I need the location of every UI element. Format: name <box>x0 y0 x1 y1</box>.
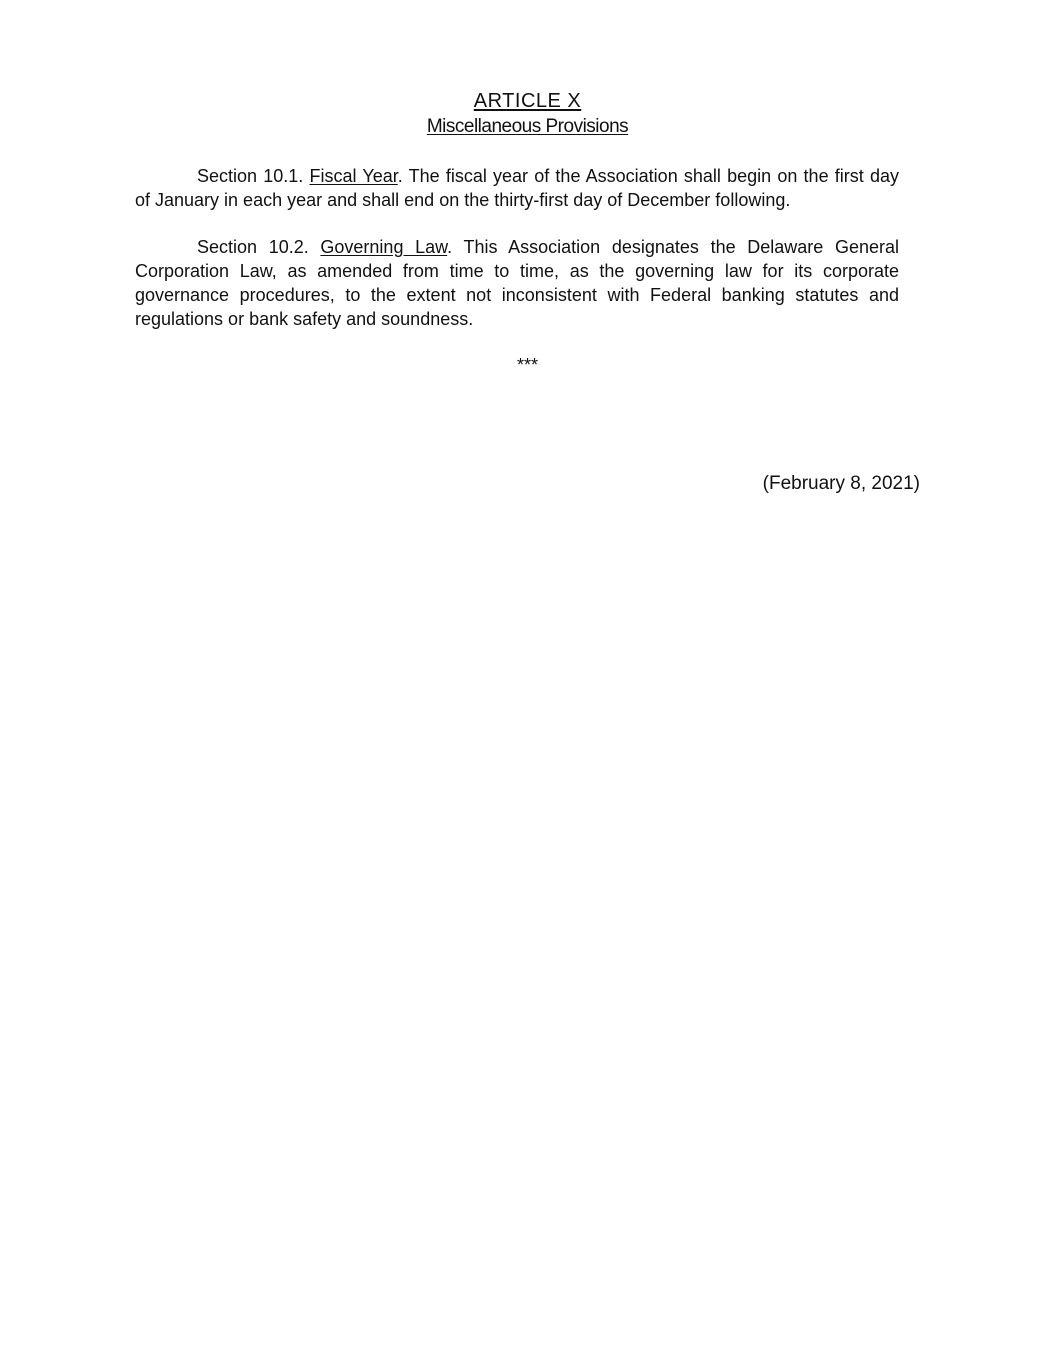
section-number: Section 10.2. <box>197 237 309 257</box>
section-heading: Fiscal Year <box>309 166 398 186</box>
section-10-2-paragraph <box>135 235 899 331</box>
article-title: ARTICLE X <box>473 90 582 112</box>
document-date: (February 8, 2021) <box>762 473 920 494</box>
section-heading: Governing Law <box>320 237 448 257</box>
section-number: Section 10.1. <box>197 166 304 186</box>
separator: *** <box>516 355 538 375</box>
section-text: . This Association designates the Delaware General Corporation Law, as amended from time to time, as the governing law for its corporate governance procedures, to the extent not inconsistent with Federal banking statutes and regulations or bank safety and soundness. <box>135 237 899 329</box>
section-10-1-paragraph <box>135 164 899 212</box>
section-text: . The fiscal year of the Association shall begin on the first day of January in each year and shall end on the thirty-first day of December following. <box>135 166 899 210</box>
article-subtitle: Miscellaneous Provisions <box>426 116 629 137</box>
